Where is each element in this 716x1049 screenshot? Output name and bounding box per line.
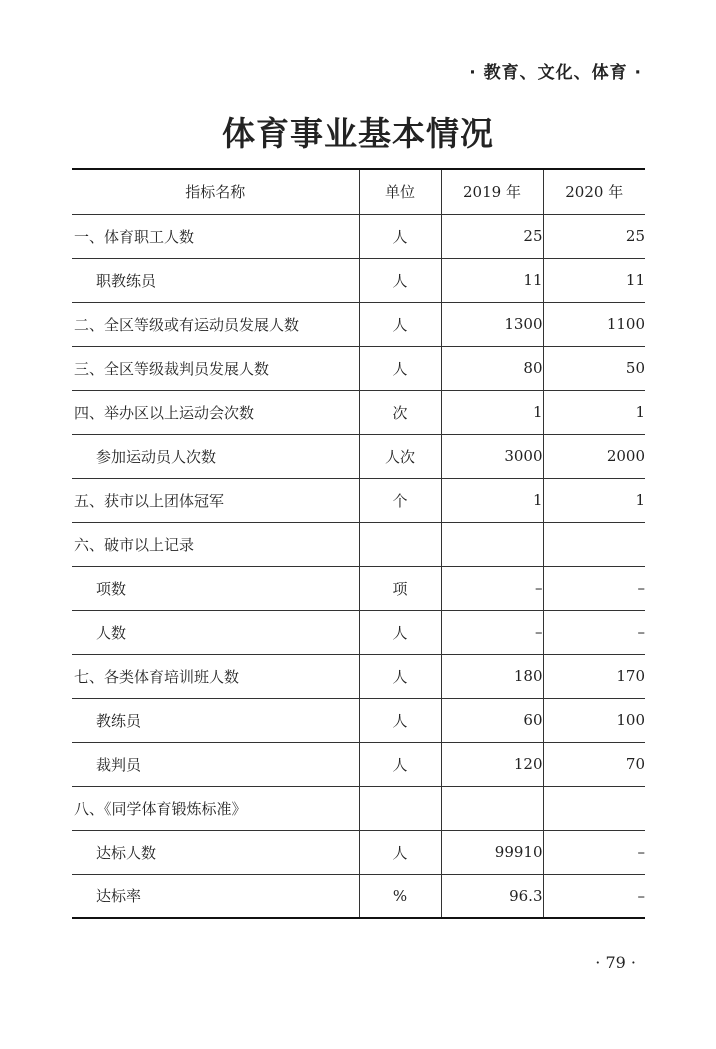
indicator-name: 裁判员 [96, 755, 142, 774]
table-row [72, 698, 645, 742]
unit-cell: 人 [359, 654, 441, 698]
header-year-2020: 2020 年 [543, 169, 645, 214]
indicator-name-cell [72, 478, 359, 522]
value-2019-cell: 25 [441, 214, 543, 258]
unit-cell: 人 [359, 698, 441, 742]
table-body [72, 214, 645, 918]
value-2020-cell: – [543, 830, 645, 874]
value-2019-cell [441, 522, 543, 566]
value-2019-cell: 99910 [441, 830, 543, 874]
unit-cell: 人次 [359, 434, 441, 478]
value-2020-cell [543, 522, 645, 566]
value-2020-cell: 25 [543, 214, 645, 258]
indicator-name: 二、全区等级或有运动员发展人数 [74, 315, 300, 334]
indicator-name-cell [72, 258, 359, 302]
table-row [72, 346, 645, 390]
value-2019-cell: 1 [441, 478, 543, 522]
header-year-2019: 2019 年 [441, 169, 543, 214]
table-row [72, 522, 645, 566]
unit-cell: 人 [359, 214, 441, 258]
value-2020-cell: – [543, 874, 645, 918]
value-2019-cell: 120 [441, 742, 543, 786]
page-title: 体育事业基本情况 [222, 114, 494, 153]
indicator-name-cell [72, 654, 359, 698]
unit-cell: % [359, 874, 441, 918]
table-row [72, 214, 645, 258]
indicator-name-cell [72, 786, 359, 830]
indicator-name: 八、《同学体育锻炼标准》 [74, 799, 247, 818]
value-2019-cell: – [441, 566, 543, 610]
value-2020-cell: 11 [543, 258, 645, 302]
table-row [72, 302, 645, 346]
indicator-name-cell [72, 874, 359, 918]
indicator-name: 一、体育职工人数 [74, 227, 195, 246]
table-row [72, 566, 645, 610]
section-header: · 教育、文化、体育 · [469, 63, 642, 83]
table-row [72, 786, 645, 830]
indicator-name: 四、举办区以上运动会次数 [74, 403, 255, 422]
value-2019-cell: 60 [441, 698, 543, 742]
value-2020-cell: – [543, 566, 645, 610]
indicator-name-cell [72, 830, 359, 874]
statistics-table [72, 168, 645, 919]
value-2019-cell: 96.3 [441, 874, 543, 918]
unit-cell: 人 [359, 610, 441, 654]
table-row [72, 478, 645, 522]
value-2020-cell [543, 786, 645, 830]
value-2019-cell [441, 786, 543, 830]
table-row [72, 610, 645, 654]
table-row [72, 654, 645, 698]
page-number: · 79 · [595, 953, 636, 972]
value-2020-cell: 1100 [543, 302, 645, 346]
value-2020-cell: 2000 [543, 434, 645, 478]
unit-cell: 人 [359, 258, 441, 302]
indicator-name-cell [72, 302, 359, 346]
value-2020-cell: – [543, 610, 645, 654]
indicator-name-cell [72, 610, 359, 654]
indicator-name-cell [72, 566, 359, 610]
indicator-name-cell [72, 346, 359, 390]
unit-cell [359, 522, 441, 566]
table-row [72, 830, 645, 874]
indicator-name-cell [72, 742, 359, 786]
value-2020-cell: 70 [543, 742, 645, 786]
value-2020-cell: 100 [543, 698, 645, 742]
value-2019-cell: 1 [441, 390, 543, 434]
indicator-name: 五、获市以上团体冠军 [74, 491, 225, 510]
unit-cell: 人 [359, 346, 441, 390]
unit-cell: 人 [359, 830, 441, 874]
value-2019-cell: 11 [441, 258, 543, 302]
indicator-name-cell [72, 522, 359, 566]
indicator-name: 六、破市以上记录 [74, 535, 195, 554]
value-2020-cell: 1 [543, 478, 645, 522]
unit-cell: 人 [359, 742, 441, 786]
indicator-name: 七、各类体育培训班人数 [74, 667, 240, 686]
table-row [72, 434, 645, 478]
table-row [72, 390, 645, 434]
unit-cell: 人 [359, 302, 441, 346]
indicator-name: 达标率 [96, 887, 142, 906]
table-row [72, 742, 645, 786]
indicator-name: 人数 [96, 623, 127, 642]
table-row [72, 258, 645, 302]
indicator-name-cell [72, 390, 359, 434]
header-unit: 单位 [359, 169, 441, 214]
indicator-name: 项数 [96, 579, 127, 598]
table-row [72, 874, 645, 918]
unit-cell: 个 [359, 478, 441, 522]
indicator-name: 达标人数 [96, 843, 157, 862]
indicator-name: 职教练员 [96, 271, 157, 290]
indicator-name-cell [72, 698, 359, 742]
indicator-name-cell [72, 214, 359, 258]
value-2019-cell: 1300 [441, 302, 543, 346]
value-2019-cell: 80 [441, 346, 543, 390]
value-2019-cell: 3000 [441, 434, 543, 478]
value-2019-cell: 180 [441, 654, 543, 698]
value-2020-cell: 1 [543, 390, 645, 434]
header-indicator-name: 指标名称 [72, 169, 359, 214]
indicator-name: 三、全区等级裁判员发展人数 [74, 359, 270, 378]
unit-cell: 次 [359, 390, 441, 434]
value-2020-cell: 170 [543, 654, 645, 698]
indicator-name-cell [72, 434, 359, 478]
indicator-name: 教练员 [96, 711, 142, 730]
value-2019-cell: – [441, 610, 543, 654]
indicator-name: 参加运动员人次数 [96, 447, 217, 466]
table-header-row [72, 169, 645, 214]
unit-cell [359, 786, 441, 830]
unit-cell: 项 [359, 566, 441, 610]
value-2020-cell: 50 [543, 346, 645, 390]
